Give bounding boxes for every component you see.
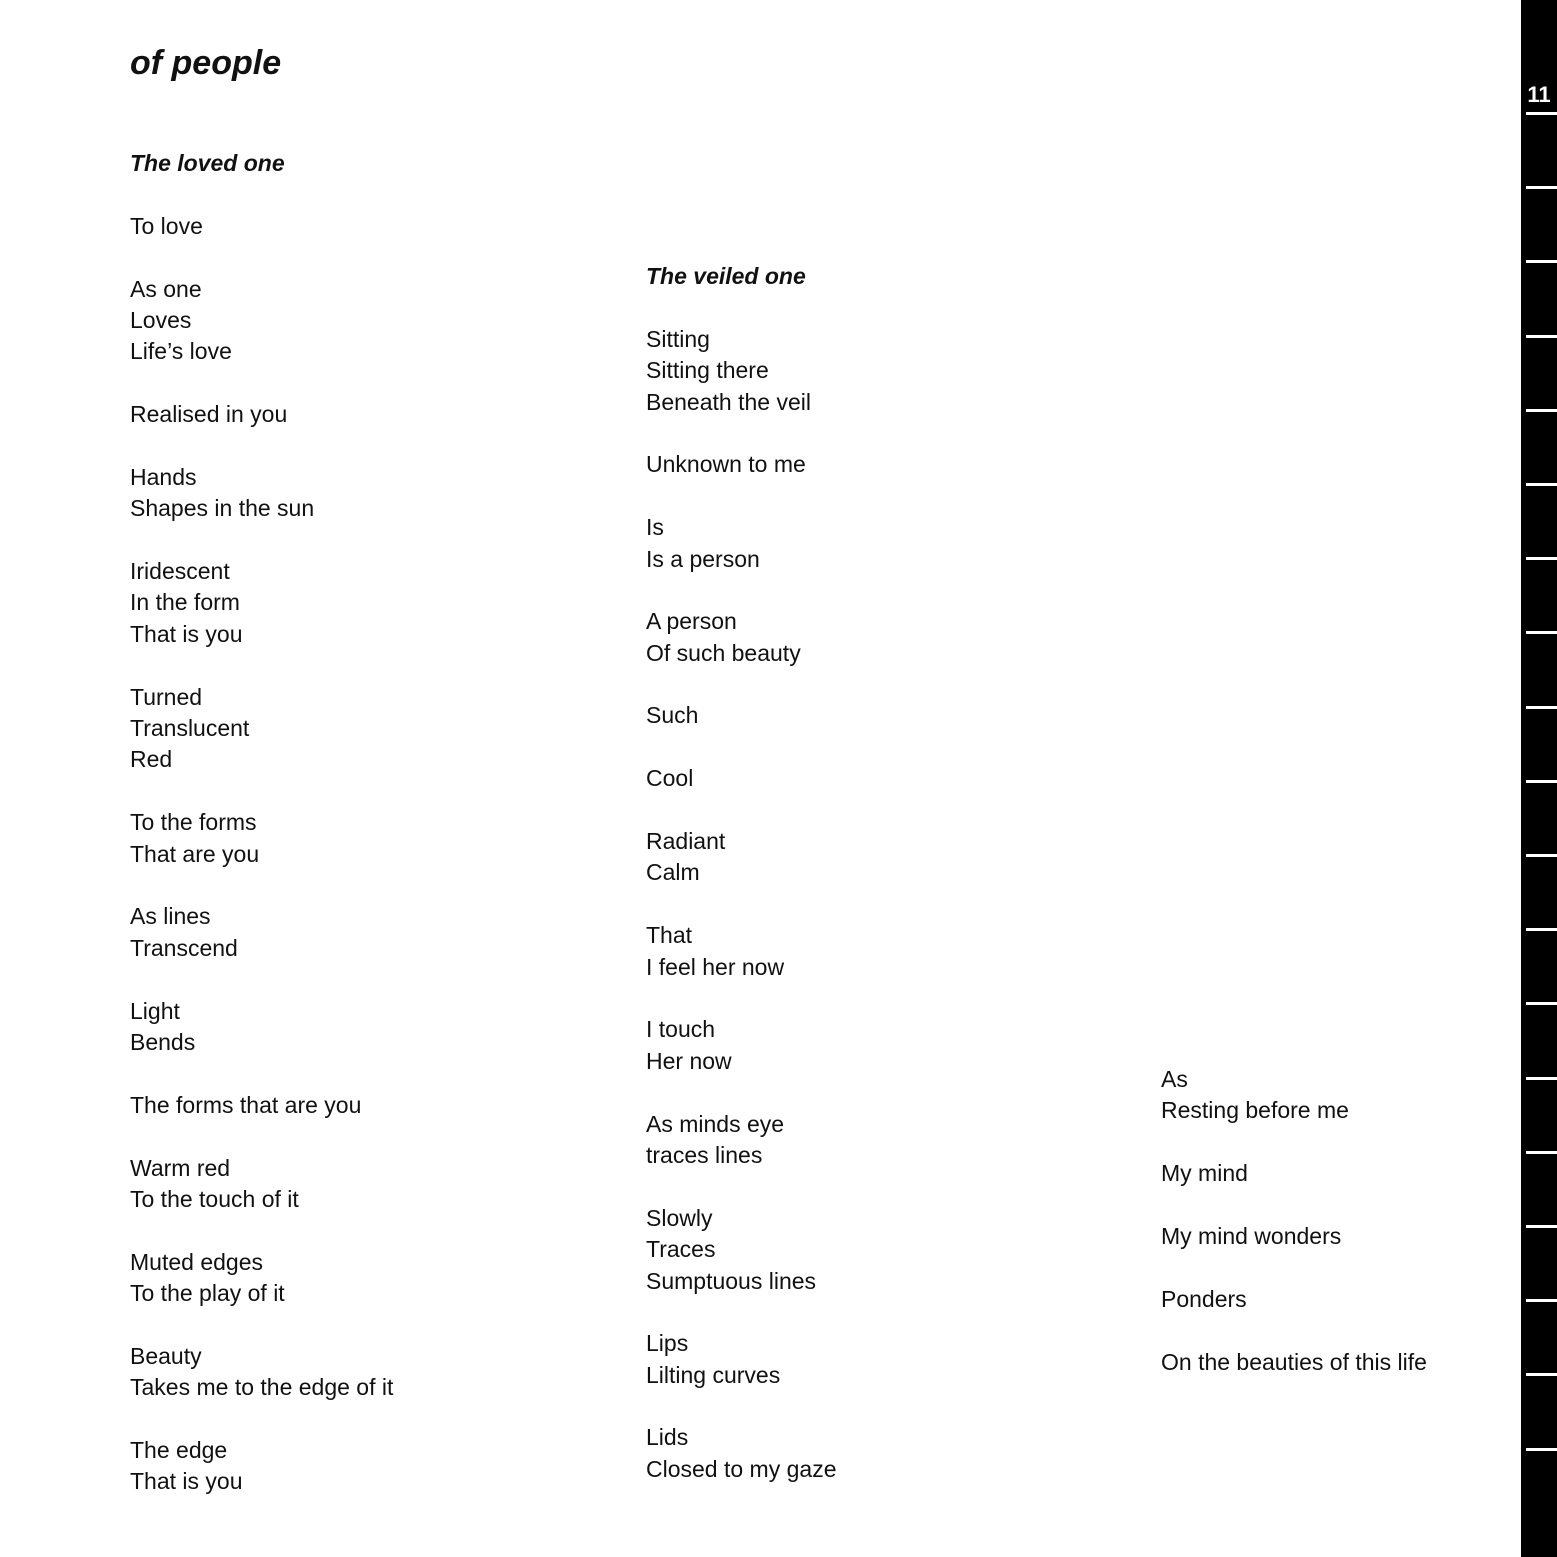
poem-line: Realised in you — [130, 401, 288, 428]
poem-line: As minds eye — [646, 1110, 785, 1137]
poem-line: I touch — [646, 1016, 716, 1043]
poem-line: That are you — [130, 840, 260, 867]
poem-line: Shapes in the sun — [130, 495, 315, 522]
poem-line: Sitting — [646, 325, 710, 352]
stanza — [130, 1090, 393, 1121]
poem-line: As lines — [130, 903, 211, 930]
poem-line: Is — [646, 514, 664, 541]
stanza — [1161, 1064, 1427, 1127]
poem-line: Calm — [646, 859, 700, 886]
poem-line: To love — [130, 212, 203, 239]
poem-line: Is a person — [646, 545, 760, 572]
stanza — [130, 1435, 393, 1498]
stanza — [646, 1109, 836, 1172]
stanza — [130, 1247, 393, 1310]
stanza — [130, 807, 393, 870]
tab-marker — [1526, 260, 1557, 263]
stanza — [130, 682, 393, 776]
poem-line: Of such beauty — [646, 639, 801, 666]
stanza — [646, 920, 836, 983]
poem-line: The edge — [130, 1437, 228, 1464]
stanza — [130, 274, 393, 368]
poem-line: Turned — [130, 683, 203, 710]
stanza — [1161, 1284, 1427, 1315]
poem-line: Unknown to me — [646, 451, 806, 478]
poem-line: As — [1161, 1066, 1188, 1092]
poem-line: In the form — [130, 589, 240, 616]
poem-line: Transcend — [130, 934, 238, 961]
poem-line: Takes me to the edge of it — [130, 1374, 394, 1401]
poem-line: My mind — [1161, 1160, 1248, 1187]
poem-line: Traces — [646, 1236, 716, 1263]
stanza — [646, 700, 836, 731]
poem-line: Closed to my gaze — [646, 1455, 837, 1482]
poem-line: The forms that are you — [130, 1091, 362, 1118]
tab-marker — [1526, 706, 1557, 709]
poem-line: Bends — [130, 1028, 196, 1055]
poem-line: As one — [130, 275, 202, 302]
poem-line: Hands — [130, 463, 197, 490]
tab-marker — [1526, 780, 1557, 783]
stanza — [646, 1203, 836, 1297]
stanza — [130, 1153, 393, 1216]
stanza — [646, 324, 836, 418]
poem-line: Slowly — [646, 1204, 713, 1231]
stanza — [130, 211, 393, 242]
poem-body — [130, 211, 393, 1498]
stanza — [130, 399, 393, 430]
stanza — [646, 449, 836, 480]
poem-the-loved-one — [130, 148, 393, 1529]
stanza — [646, 1328, 836, 1391]
poem-line: Ponders — [1161, 1285, 1247, 1312]
tab-marker — [1526, 1448, 1557, 1451]
stanza — [130, 556, 393, 650]
tab-marker — [1526, 1151, 1557, 1154]
poem-line: Muted edges — [130, 1248, 263, 1275]
poem-line: traces lines — [646, 1141, 763, 1168]
poem-line: To the touch of it — [130, 1185, 299, 1212]
section-title: of people — [130, 44, 282, 82]
poem-line: Life’s love — [130, 338, 232, 365]
stanza — [646, 1422, 836, 1485]
tab-marker — [1526, 483, 1557, 486]
poem-line: On the beauties of this life — [1161, 1348, 1427, 1375]
stanza — [1161, 1347, 1427, 1378]
poem-line: Warm red — [130, 1154, 231, 1181]
tab-marker — [1526, 1225, 1557, 1228]
poem-body — [1161, 1064, 1427, 1378]
tab-marker — [1526, 928, 1557, 931]
poem-line: Translucent — [130, 715, 250, 742]
stanza — [646, 1014, 836, 1077]
poem-line: Sitting there — [646, 357, 769, 384]
tab-marker — [1526, 409, 1557, 412]
poem-the-veiled-one-continued — [1161, 1064, 1427, 1409]
poem-line: Beneath the veil — [646, 388, 811, 415]
page-number: 11 — [1527, 82, 1551, 107]
poem-line: To the forms — [130, 809, 257, 836]
poem-line: Resting before me — [1161, 1097, 1349, 1124]
tab-marker — [1526, 186, 1557, 189]
poem-the-veiled-one — [646, 261, 836, 1517]
poem-line: That — [646, 922, 693, 949]
stanza — [130, 901, 393, 964]
tab-marker — [1526, 112, 1557, 115]
poem-line: That is you — [130, 620, 243, 647]
stanza — [130, 996, 393, 1059]
poem-line: Lips — [646, 1330, 689, 1357]
stanza — [1161, 1158, 1427, 1189]
stanza — [646, 606, 836, 669]
poem-line: Sumptuous lines — [646, 1267, 817, 1294]
stanza — [1161, 1221, 1427, 1252]
tab-marker — [1526, 335, 1557, 338]
stanza — [646, 763, 836, 794]
poem-title: The veiled one — [646, 263, 806, 289]
poem-line: Lilting curves — [646, 1361, 781, 1388]
poem-title: The loved one — [130, 150, 285, 176]
page-edge-tab-strip — [1521, 0, 1557, 1557]
stanza — [646, 826, 836, 889]
poem-line: Iridescent — [130, 558, 230, 585]
tab-marker — [1526, 1299, 1557, 1302]
tab-marker — [1526, 854, 1557, 857]
poem-line: Light — [130, 997, 180, 1024]
tab-marker — [1526, 1077, 1557, 1080]
tab-marker — [1526, 631, 1557, 634]
tab-marker — [1526, 1002, 1557, 1005]
poem-line: To the play of it — [130, 1280, 285, 1307]
stanza — [646, 512, 836, 575]
poem-line: A person — [646, 608, 737, 635]
poem-line: Loves — [130, 306, 192, 333]
poem-line: Her now — [646, 1047, 732, 1074]
stanza — [130, 1341, 393, 1404]
poem-body — [646, 324, 836, 1485]
poem-line: Lids — [646, 1424, 689, 1451]
poem-line: Such — [646, 702, 699, 729]
poem-line: I feel her now — [646, 953, 785, 980]
poem-line: My mind wonders — [1161, 1222, 1342, 1249]
poem-line: Beauty — [130, 1342, 202, 1369]
poem-line: Cool — [646, 765, 694, 792]
poem-line: Radiant — [646, 828, 726, 855]
poem-line: That is you — [130, 1468, 243, 1495]
tab-marker — [1526, 557, 1557, 560]
poem-line: Red — [130, 746, 173, 773]
stanza — [130, 462, 393, 525]
tab-marker — [1526, 1373, 1557, 1376]
